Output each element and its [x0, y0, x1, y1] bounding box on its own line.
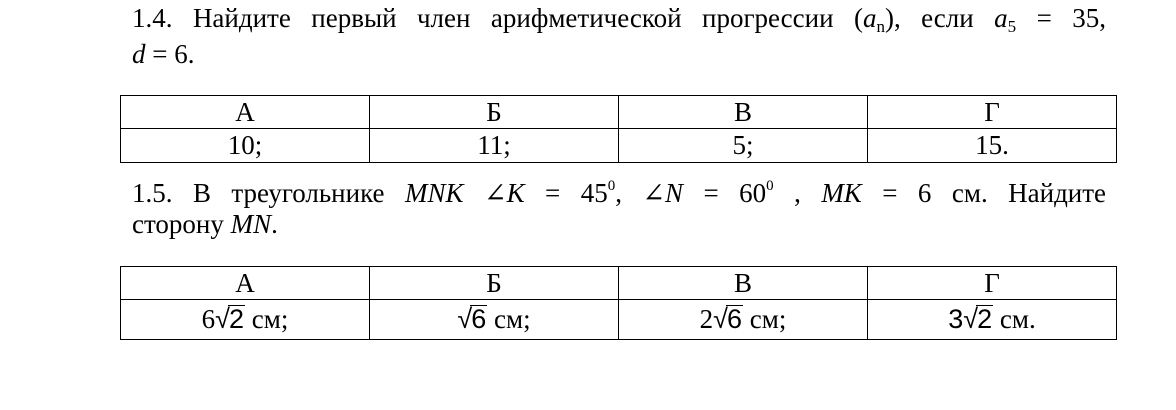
answer-unit: см;: [487, 304, 531, 334]
answer-cell-v: 5;: [619, 129, 868, 163]
problem-1-5-line-2: [132, 208, 278, 240]
angle-k-label: K: [506, 178, 525, 208]
angle-symbol: ∠: [483, 178, 507, 208]
angle-symbol: ∠: [642, 178, 666, 208]
answer-cell-a: [121, 300, 370, 340]
degree-mark: 0: [766, 178, 774, 194]
problem-1-4-line-2: [132, 38, 194, 70]
answer-cell-b: 11;: [370, 129, 619, 163]
sqrt-symbol: √: [963, 304, 979, 334]
term-value: = 35,: [1016, 3, 1107, 33]
radicand: 6: [726, 304, 743, 334]
header-cell-v: В: [619, 267, 868, 300]
header-cell-a: А: [121, 267, 370, 300]
problem-text-mid: ), если: [884, 3, 974, 33]
difference-variable: d: [132, 39, 146, 69]
sqrt-symbol: √: [215, 304, 230, 334]
sqrt-symbol: √: [457, 304, 473, 334]
term-variable: a: [994, 3, 1008, 33]
answer-table-1-4: [120, 95, 1117, 163]
answer-unit: см;: [743, 304, 787, 334]
term-subscript: 5: [1007, 17, 1017, 36]
answer-coefficient: 6: [201, 304, 216, 334]
table-header-row: [121, 96, 1117, 129]
header-cell-v: В: [619, 96, 868, 129]
sequence-variable: a: [862, 3, 877, 33]
table-answer-row: [121, 300, 1117, 340]
problem-1-5-line-1: 1.5. В треугольнике MNK ∠K = $45^0$, ∠N = $60^0$ , MK = 6 см. Найдите: [132, 178, 1107, 208]
table-header-row: [121, 267, 1117, 300]
angle-n-value: = 60: [683, 178, 767, 208]
header-cell-b: Б: [370, 267, 619, 300]
problem-text: сторону: [132, 209, 224, 239]
triangle-name: MNK: [404, 178, 464, 208]
problem-text: Найдите первый член арифметической прогрессии (: [192, 3, 863, 33]
answer-coefficient: 2: [699, 304, 714, 334]
answer-unit: см;: [245, 304, 289, 334]
sequence-subscript: n: [876, 17, 885, 36]
answer-cell-a: 10;: [121, 129, 370, 163]
angle-n-label: N: [665, 178, 684, 208]
header-cell-g: Г: [868, 96, 1117, 129]
period: .: [271, 209, 278, 239]
radicand: 2: [977, 304, 993, 334]
table-answer-row: [121, 129, 1117, 163]
problem-text: В треугольнике: [192, 178, 385, 208]
answer-unit: см.: [993, 304, 1036, 334]
answer-cell-v: [619, 300, 868, 340]
header-cell-b: Б: [370, 96, 619, 129]
problem-1-4-line-1: [132, 2, 1106, 43]
segment-mk-value: = 6 см. Найдите: [861, 178, 1107, 208]
segment-mk-label: MK: [821, 178, 862, 208]
problem-number: 1.4.: [132, 3, 173, 33]
answer-cell-g: 15.: [868, 129, 1117, 163]
answer-cell-g: [868, 300, 1117, 340]
radicand: 6: [471, 304, 487, 334]
sqrt-symbol: √: [713, 304, 728, 334]
answer-coefficient: 3: [948, 304, 964, 334]
difference-value: = 6.: [145, 39, 195, 69]
problem-number: 1.5.: [132, 178, 173, 208]
answer-cell-b: [370, 300, 619, 340]
degree-mark: 0: [607, 178, 616, 194]
angle-k-value: = 45: [524, 178, 608, 208]
header-cell-g: Г: [868, 267, 1117, 300]
segment-mn-label: MN: [230, 209, 272, 239]
answer-table-1-5: [120, 266, 1117, 340]
radicand: 2: [228, 304, 245, 334]
header-cell-a: А: [121, 96, 370, 129]
